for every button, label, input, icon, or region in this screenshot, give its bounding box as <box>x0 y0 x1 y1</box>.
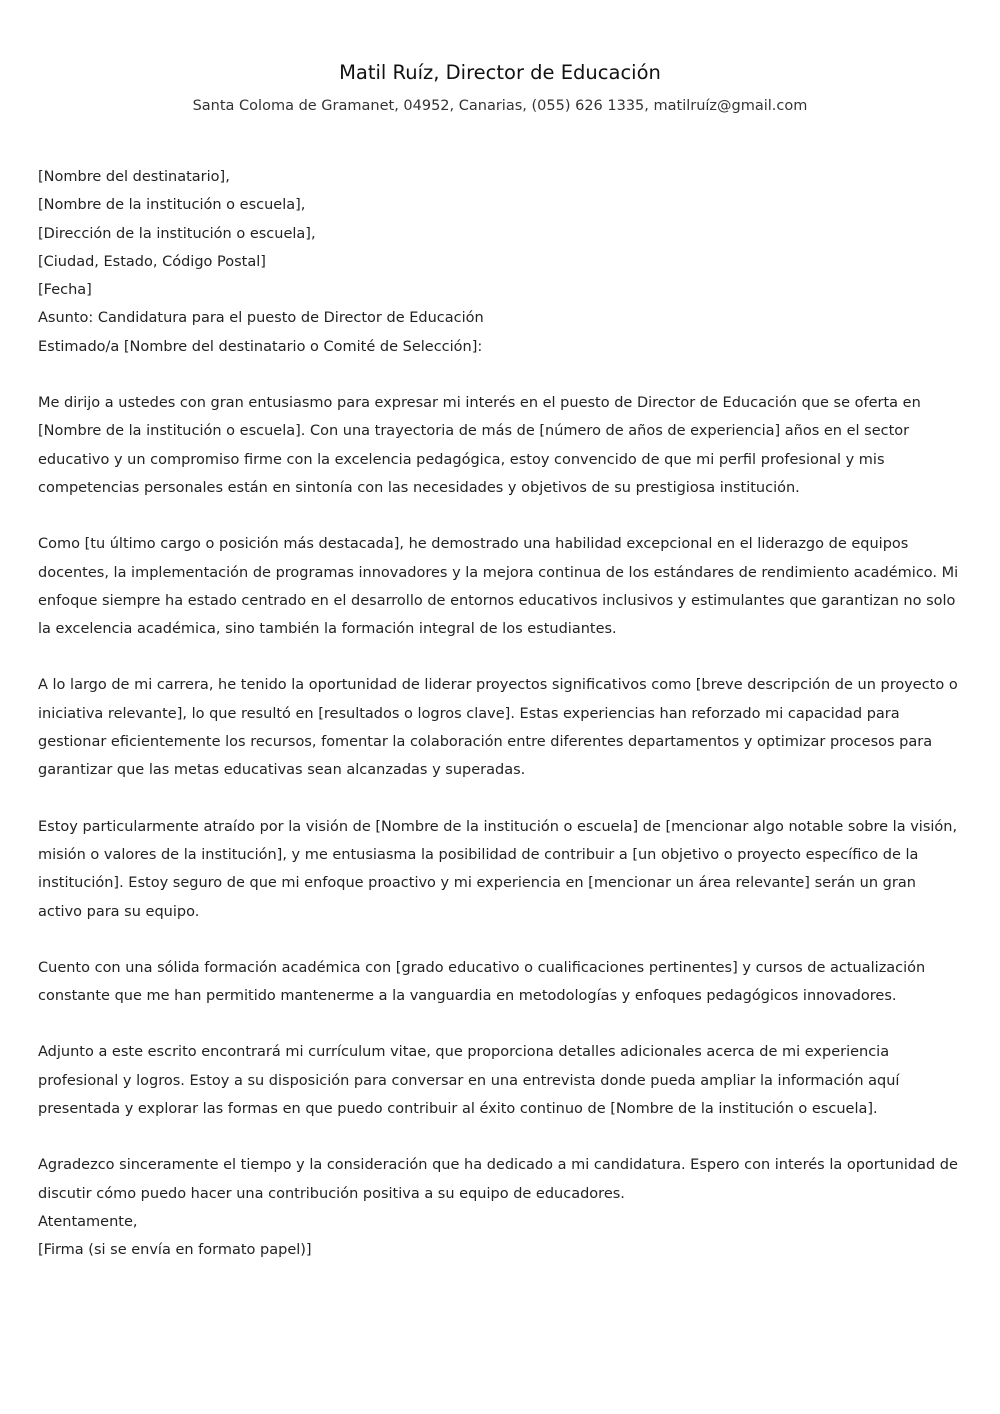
sender-contact: Santa Coloma de Gramanet, 04952, Canarias, (055) 626 1335, matilruíz@gmail.com <box>192 98 808 114</box>
sender-name: Matil Ruíz, Director de Educación <box>339 61 661 84</box>
body-paragraph: A lo largo de mi carrera, he tenido la oportunidad de liderar proyectos significativos como [breve descripción de un proyecto o iniciativa relevante], lo que resultó en [resultados o logros clave]. Estas experiencias han reforzado mi capacidad para gestionar eficientemente los recursos, fomentar la colaboración entre diferentes departamentos y optimizar procesos para garantizar que las metas educativas sean alcanzadas y superadas. <box>38 677 958 779</box>
letter-closing: Atentamente, <box>38 1213 138 1230</box>
letter-greeting: Estimado/a [Nombre del destinatario o Comité de Selección]: <box>38 338 483 355</box>
recipient-street-address: [Dirección de la institución o escuela], <box>38 225 316 242</box>
body-paragraph: Agradezco sinceramente el tiempo y la consideración que ha dedicado a mi candidatura. Espero con interés la oportunidad de discutir cómo puedo hacer una contribución positiva a su equipo de educadores. <box>38 1157 958 1202</box>
recipient-city-postal: [Ciudad, Estado, Código Postal] <box>38 253 266 270</box>
body-paragraph: Estoy particularmente atraído por la visión de [Nombre de la institución o escuela] de [mencionar algo notable sobre la visión, misión o valores de la institución], y me entusiasma la posibilidad de contribuir a [un objetivo o proyecto específico de la institución]. Estoy seguro de que mi enfoque proactivo y mi experiencia en [mencionar un área relevante] serán un gran activo para su equipo. <box>38 818 958 920</box>
recipient-address <box>38 163 962 276</box>
body-paragraph: Cuento con una sólida formación académica con [grado educativo o cualificaciones pertinentes] y cursos de actualización constante que me han permitido mantenerme a la vanguardia en metodologías y enfoques pedagógicos innovadores. <box>38 959 926 1005</box>
letter-date: [Fecha] <box>38 282 92 299</box>
body-paragraph: Me dirijo a ustedes con gran entusiasmo para expresar mi interés en el puesto de Director de Educación que se oferta en [Nombre de la institución o escuela]. Con una trayectoria de más de [número de años de experiencia] años en el sector educativo y un compromiso firme con la excelencia pedagógica, estoy convencido de que mi perfil profesional y mis competencias personales están en sintonía con las necesidades y objetivos de su prestigiosa institución. <box>38 395 921 496</box>
signature-placeholder: [Firma (si se envía en formato papel)] <box>38 1242 312 1259</box>
recipient-name: [Nombre del destinatario], <box>38 169 230 185</box>
body-paragraph: Como [tu último cargo o posición más destacada], he demostrado una habilidad excepcional en el liderazgo de equipos docentes, la implementación de programas innovadores y la mejora continua de los estándares de rendimiento académico. Mi enfoque siempre ha estado centrado en el desarrollo de entornos educativos inclusivos y estimulantes que garantizan no solo la excelencia académica, sino también la formación integral de los estudiantes. <box>38 536 959 638</box>
letter-body <box>38 163 962 1265</box>
letter-subject: Asunto: Candidatura para el puesto de Director de Educación <box>38 310 484 327</box>
recipient-institution: [Nombre de la institución o escuela], <box>38 197 306 214</box>
body-paragraph: Adjunto a este escrito encontrará mi currículum vitae, que proporciona detalles adicionales acerca de mi experiencia profesional y logros. Estoy a su disposición para conversar en una entrevista donde pueda ampliar la información aquí presentada y explorar las formas en que puedo contribuir al éxito continuo de [Nombre de la institución o escuela]. <box>38 1044 900 1118</box>
